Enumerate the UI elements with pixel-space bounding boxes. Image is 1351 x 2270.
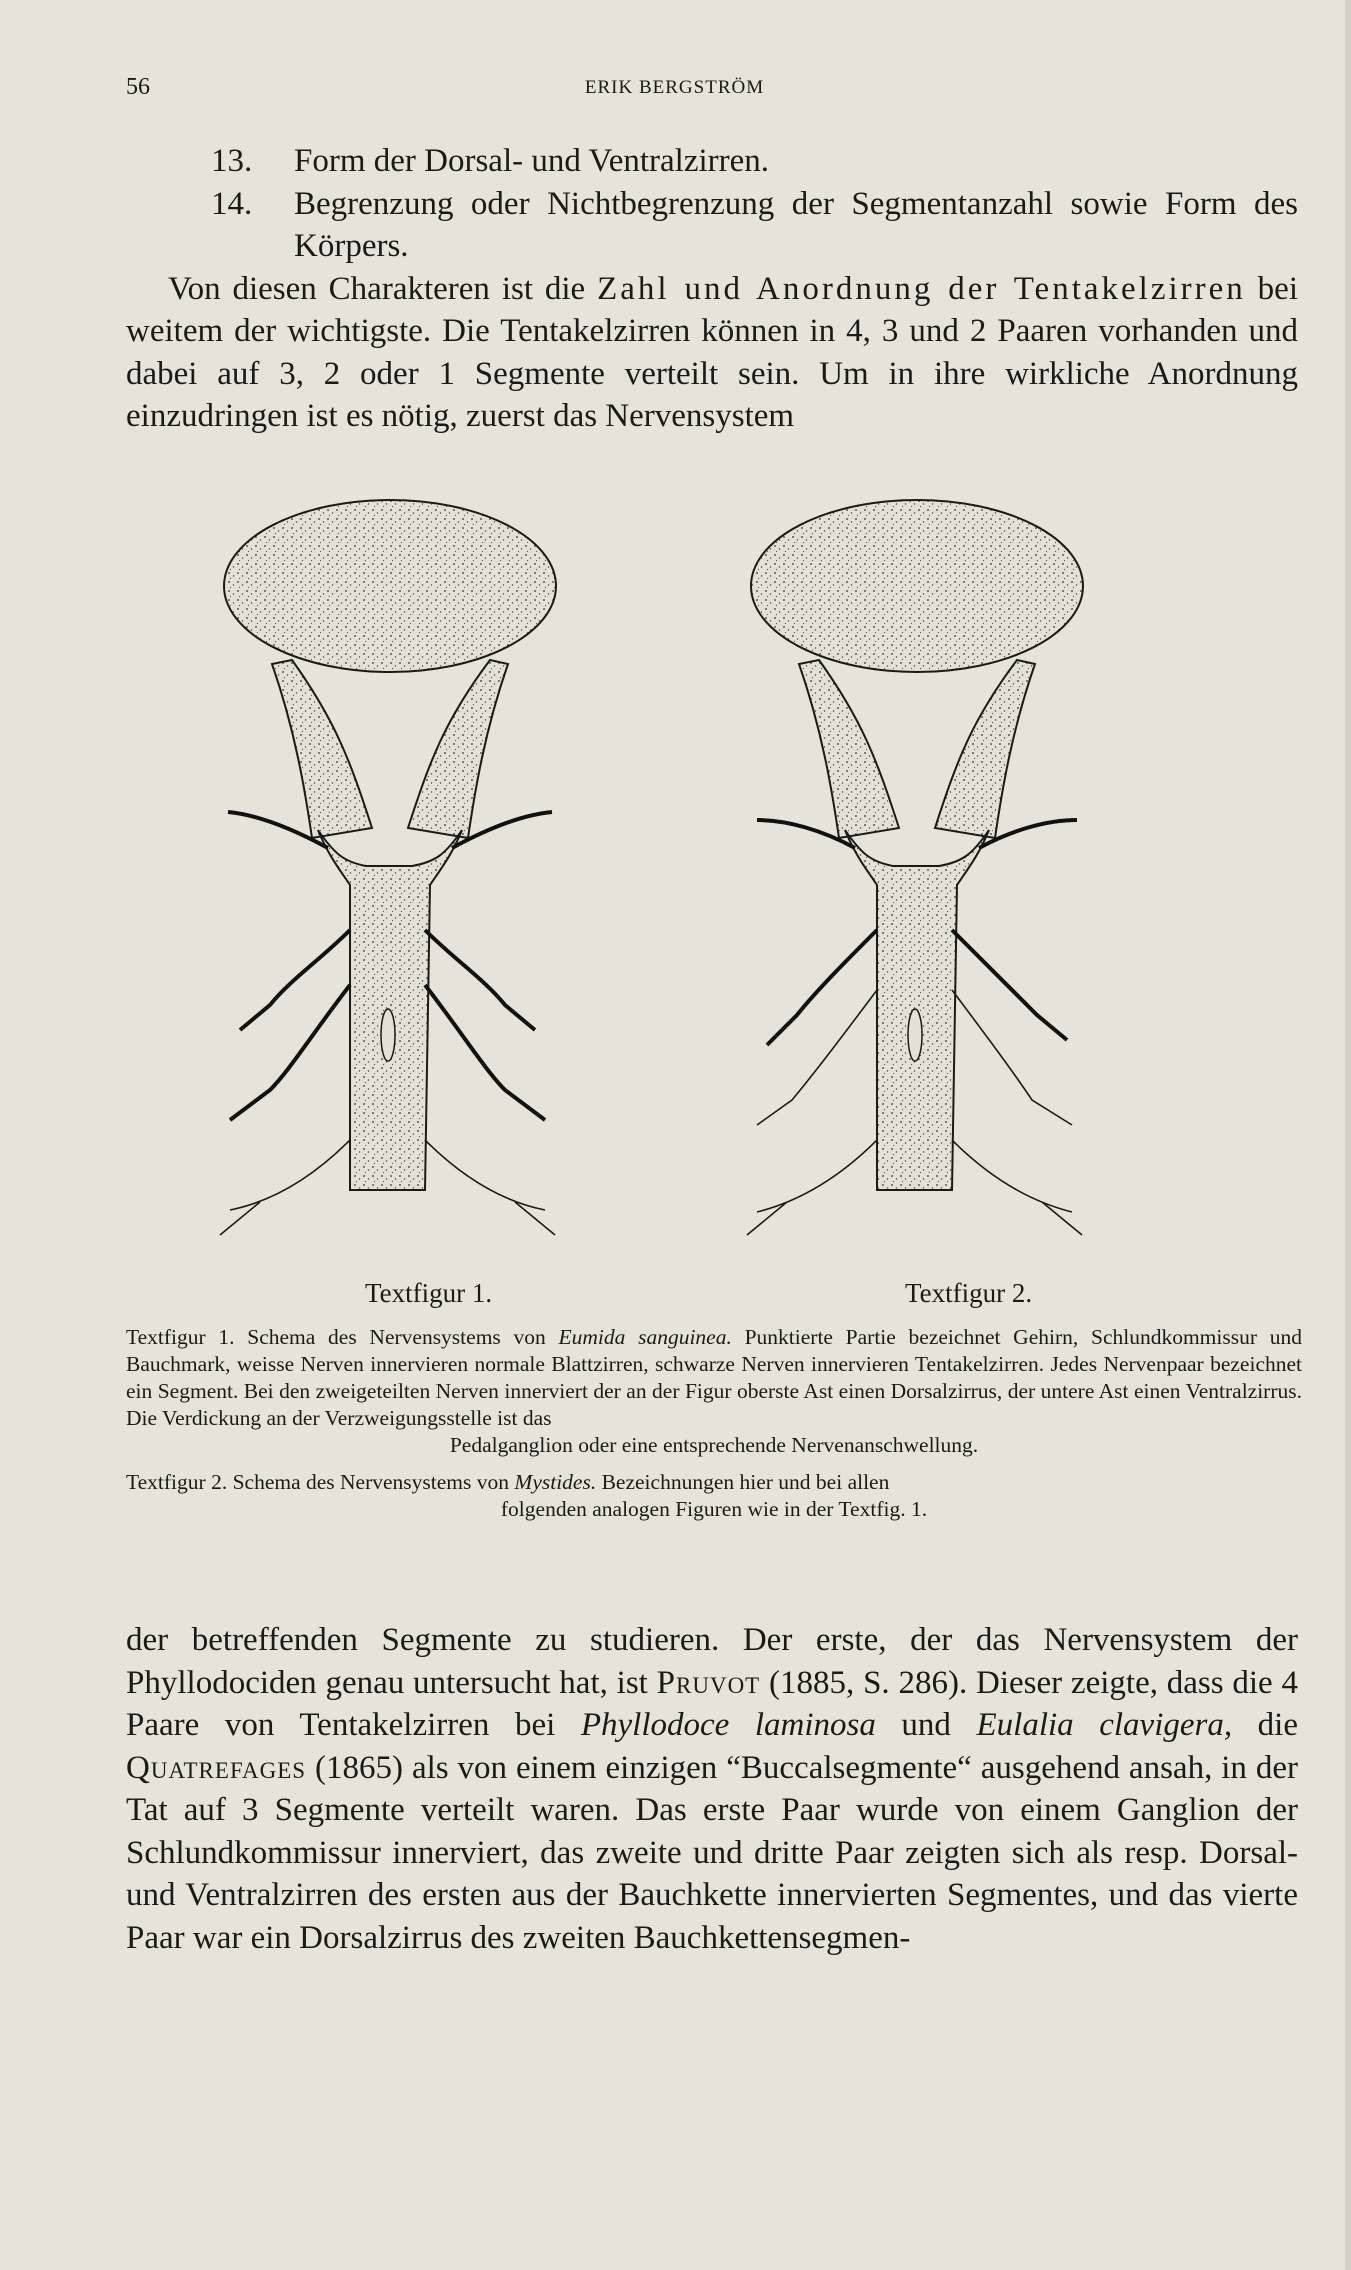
parapodial-nerve	[952, 990, 1072, 1125]
para-text: die	[1232, 1707, 1298, 1743]
running-header	[126, 74, 1223, 114]
tentacle-nerve	[425, 985, 545, 1120]
page-number: 56	[126, 74, 150, 100]
para-text: bei weitem der wichtigste. Die Tentakelzirren können in 4, 3 und 2 Paaren vorhanden und dabei auf 3, 2 oder 1 Segmente verteilt sein. Um in ihre wirkliche Anordnung einzudringen ist es nötig, zuerst das Nervensystem	[126, 270, 1298, 434]
figures	[200, 490, 1330, 1270]
tentacle-nerve	[230, 985, 350, 1120]
tentacle-nerve	[425, 930, 535, 1030]
parapodial-nerve	[747, 1140, 877, 1235]
tentacle-nerve	[240, 930, 350, 1030]
running-title: ERIK BERGSTRÖM	[584, 77, 765, 98]
list-item-text: Form der Dorsal- und Ventralzirren.	[294, 143, 770, 179]
tentacle-nerve	[767, 930, 877, 1045]
brain-shape	[224, 500, 556, 672]
spaced-emphasis: Zahl und Anordnung der Tentakelzirren	[597, 270, 1246, 307]
caption-species: Eumida sanguinea.	[558, 1325, 732, 1349]
paragraph-intro	[126, 268, 1298, 438]
list-item-text: Begrenzung oder Nichtbegrenzung der Segmentanzahl sowie Form des Körpers.	[294, 185, 1298, 264]
list-item	[126, 140, 1298, 183]
top-text-block	[126, 140, 1298, 438]
figure-1-label: Textfigur 1.	[365, 1278, 493, 1308]
list-item-number: 14.	[211, 185, 253, 222]
brain-shape	[751, 500, 1083, 672]
author-name: Pruvot	[656, 1664, 761, 1701]
parapodial-nerve	[757, 990, 877, 1125]
figure-2-label: Textfigur 2.	[905, 1278, 1033, 1308]
page-edge	[1345, 0, 1351, 2270]
list-item-number: 13.	[211, 143, 253, 179]
bottom-text-block	[126, 1619, 1298, 1959]
pharyngeal-connective	[272, 660, 508, 838]
caption-text: folgenden analogen Figuren wie in der Textfig. 1.	[500, 1497, 928, 1521]
tentacle-nerve	[952, 930, 1067, 1040]
list-item	[126, 183, 1298, 268]
caption-text: Punktierte Partie bezeichnet Gehirn, Schlundkommissur und Bauchmark, weisse Nerven innervieren normale Blattzirren, schwarze Nerven innervieren Tentakelzirren. Jedes Nervenpaar bezeichnet ein Segment. Bei den zweigeteilten Nerven innerviert der an der Figur oberste Ast einen Dorsalzirrus, der untere Ast einen Ventralzirrus. Die Verdickung an der Verzweigungsstelle ist das	[126, 1325, 1302, 1430]
caption-text: Bezeichnungen hier und bei allen	[596, 1470, 890, 1494]
pharyngeal-connective	[799, 660, 1035, 838]
parapodial-nerve	[952, 1140, 1082, 1235]
cord-lumen	[908, 1009, 922, 1061]
figure-2-diagram	[747, 500, 1083, 1235]
para-text: und	[875, 1707, 977, 1743]
parapodial-nerve	[425, 1140, 555, 1235]
para-text: der betreffenden Segmente zu studieren. Der erste, der das Nervensystem der Phyllodociden genau untersucht hat, ist	[126, 1622, 1298, 1701]
species-name: Eulalia clavigera,	[976, 1707, 1233, 1743]
nervous-system-diagrams	[200, 490, 1330, 1270]
author-name: Quatrefages	[126, 1749, 307, 1786]
para-text: Von diesen Charakteren ist die	[168, 270, 598, 307]
paragraph-main	[126, 1619, 1298, 1959]
parapodial-nerve	[220, 1140, 350, 1235]
para-text: (1885, S. 286). Dieser zeigte, dass die 4 Paare von Tentakelzirren bei	[126, 1664, 1299, 1743]
figure-1-diagram	[220, 500, 556, 1235]
caption-figure-1	[126, 1324, 1302, 1459]
caption-text: Textfigur 1. Schema des Nervensystems von	[126, 1325, 559, 1349]
caption-text: Pedalganglion oder eine entsprechende Nervenanschwellung.	[449, 1433, 979, 1457]
figure-captions	[126, 1324, 1302, 1533]
species-name: Phyllodoce laminosa	[580, 1707, 876, 1743]
caption-text: Textfigur 2. Schema des Nervensystems von	[126, 1470, 515, 1494]
cord-lumen	[381, 1009, 395, 1061]
para-text: (1865) als von einem einzigen “Buccalsegmente“ ausgehend ansah, in der Tat auf 3 Segmente verteilt waren. Das erste Paar wurde von einem Ganglion der Schlundkommissur innerviert, das zweite und dritte Paar zeigten sich als resp. Dorsal- und Ventralzirren des ersten aus der Bauchkette innervierten Segmentes, und das vierte Paar war ein Dorsalzirrus des zweiten Bauchkettensegmen-	[126, 1749, 1298, 1956]
caption-figure-2	[126, 1469, 1302, 1523]
caption-species: Mystides.	[514, 1470, 597, 1494]
